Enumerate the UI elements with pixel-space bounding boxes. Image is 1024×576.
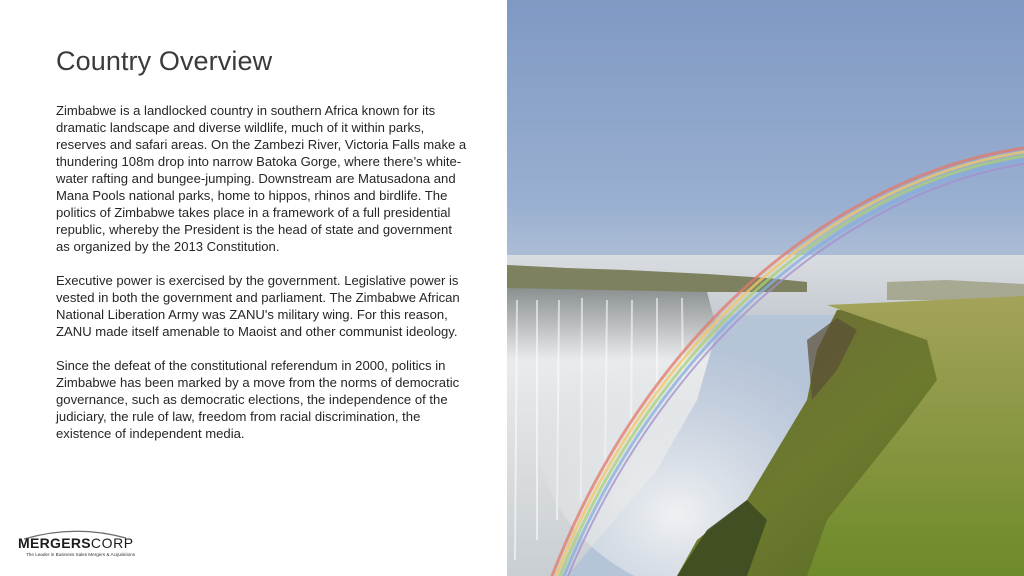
slide-body xyxy=(56,102,468,459)
paragraph-2: Executive power is exercised by the government. Legislative power is vested in both the government and parliament. The Zimbabwe African National Liberation Army was ZANU's military wing. For this reason, ZANU made itself amenable to Maoist and other communist ideology. xyxy=(56,273,460,339)
slide-title: Country Overview xyxy=(56,46,273,76)
logo-brand-main: MERGERS xyxy=(18,535,91,551)
paragraph-3: Since the defeat of the constitutional referendum in 2000, politics in Zimbabwe has been marked by a move from the norms of democratic governance, such as democratic elections, the independence of the judiciary, the rule of law, freedom from racial discrimination, the existence of independent media. xyxy=(56,358,460,441)
paragraph-1: Zimbabwe is a landlocked country in southern Africa known for its dramatic landscape and diverse wildlife, much of it within parks, reserves and safari areas. On the Zambezi River, Victoria Falls make a thundering 108m drop into narrow Batoka Gorge, where there’s white-water rafting and bungee-jumping. Downstream are Matusadona and Mana Pools national parks, home to hippos, rhinos and birdlife. The politics of Zimbabwe takes place in a framework of a full presidential republic, whereby the President is the head of state and government as organized by the 2013 Constitution. xyxy=(56,103,467,254)
victoria-falls-photo xyxy=(507,0,1024,576)
logo-tagline: The Leader in Business Sales Mergers & Acquisitions xyxy=(26,552,136,557)
logo-wordmark xyxy=(18,535,134,551)
logo-brand-suffix: CORP xyxy=(90,535,134,551)
text-panel xyxy=(0,0,507,576)
mergerscorp-logo xyxy=(18,528,138,562)
